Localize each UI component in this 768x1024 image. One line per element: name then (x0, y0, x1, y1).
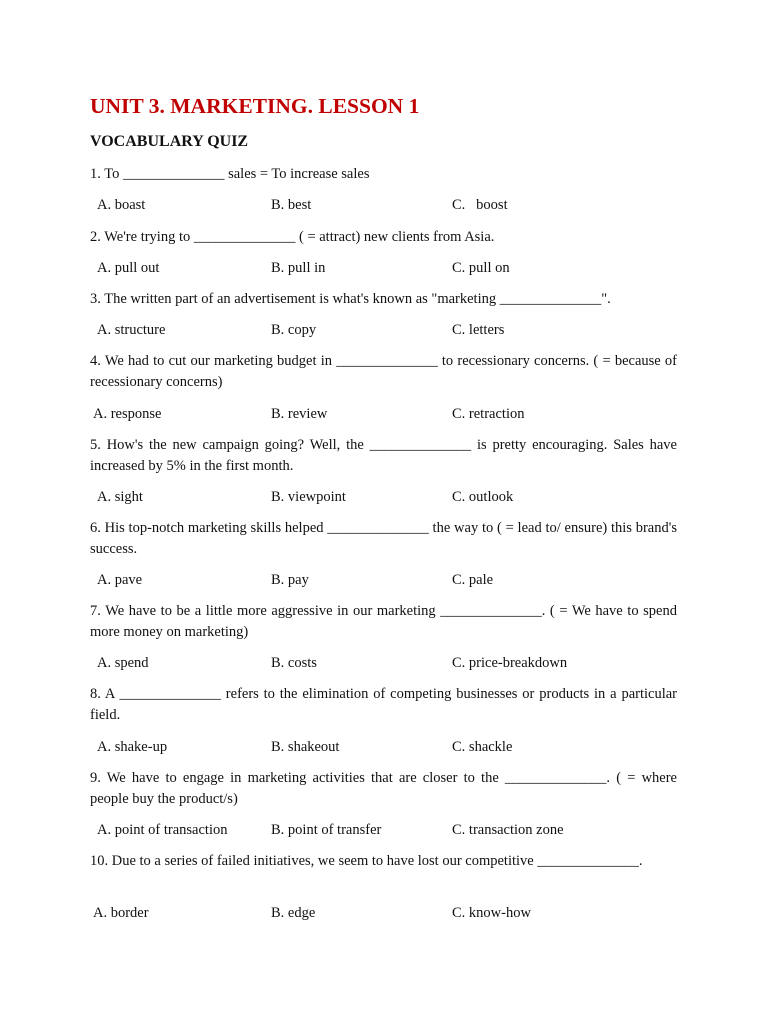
q4-option-a: A. response (93, 406, 162, 422)
q6-option-c: C. pale (452, 572, 494, 588)
q7-option-b: B. costs (271, 655, 317, 671)
q8-option-b: B. shakeout (271, 739, 340, 755)
q9-option-a: A. point of transaction (97, 822, 228, 838)
q6-option-a: A. pave (97, 572, 143, 588)
q9-option-b: B. point of transfer (271, 822, 382, 838)
q5-option-b: B. viewpoint (271, 489, 346, 505)
question-9: 9. We have to engage in marketing activities that are closer to the ______________. ( = where people buy the product/s) (90, 770, 677, 807)
question-2: 2. We're trying to ______________ ( = attract) new clients from Asia. (90, 229, 495, 245)
question-6: 6. His top-notch marketing skills helped ______________ the way to ( = lead to/ ensure) this brand's success. (90, 520, 677, 557)
q8-option-a: A. shake-up (97, 739, 168, 755)
q1-option-c: C. boost (452, 197, 508, 213)
question-4: 4. We had to cut our marketing budget in ______________ to recessionary concerns. ( = because of recessionary concerns) (90, 353, 677, 390)
q10-option-b: B. edge (271, 905, 316, 921)
q7-option-a: A. spend (97, 655, 149, 671)
q5-option-c: C. outlook (452, 489, 514, 505)
q2-option-b: B. pull in (271, 260, 326, 276)
q4-option-c: C. retraction (452, 406, 525, 422)
q8-option-c: C. shackle (452, 739, 513, 755)
question-7: 7. We have to be a little more aggressive in our marketing ______________. ( = We have to spend more money on marketing) (90, 603, 677, 640)
question-10: 10. Due to a series of failed initiatives, we seem to have lost our competitive ______________. (90, 853, 643, 869)
q2-option-c: C. pull on (452, 260, 510, 276)
q3-option-b: B. copy (271, 322, 317, 338)
q1-option-b: B. best (271, 197, 312, 213)
section-heading: VOCABULARY QUIZ (90, 133, 249, 150)
q5-option-a: A. sight (97, 489, 143, 505)
q6-option-b: B. pay (271, 572, 309, 588)
question-8: 8. A ______________ refers to the elimination of competing businesses or products in a particular field. (90, 686, 677, 723)
page-title: UNIT 3. MARKETING. LESSON 1 (90, 94, 420, 118)
q3-option-a: A. structure (97, 322, 166, 338)
q10-option-a: A. border (93, 905, 149, 921)
q3-option-c: C. letters (452, 322, 505, 338)
q7-option-c: C. price-breakdown (452, 655, 568, 671)
q2-option-a: A. pull out (97, 260, 160, 276)
question-5: 5. How's the new campaign going? Well, the ______________ is pretty encouraging. Sales have increased by 5% in the first month. (90, 437, 677, 474)
q10-option-c: C. know-how (452, 905, 531, 921)
question-1: 1. To ______________ sales = To increase sales (90, 166, 370, 182)
question-3: 3. The written part of an advertisement is what's known as "marketing ______________". (90, 291, 611, 307)
q9-option-c: C. transaction zone (452, 822, 564, 838)
q1-option-a: A. boast (97, 197, 146, 213)
q4-option-b: B. review (271, 406, 328, 422)
